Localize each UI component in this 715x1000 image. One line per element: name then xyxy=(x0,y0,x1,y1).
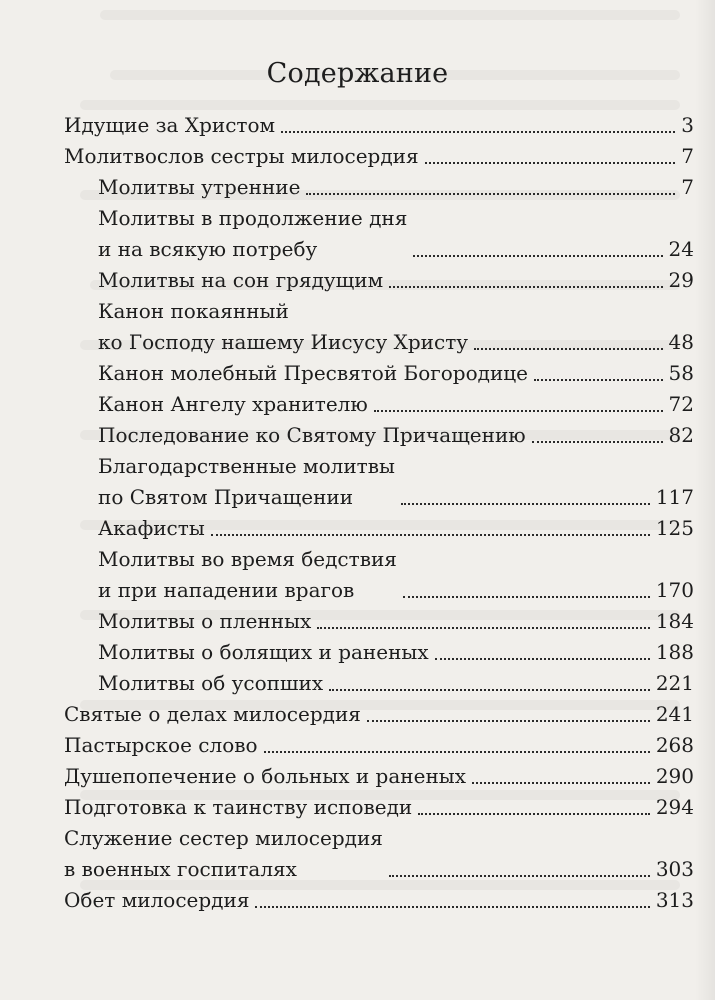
toc-page-number: 29 xyxy=(668,268,694,292)
toc-entry-label-line: Благодарственные молитвы xyxy=(98,454,395,478)
toc-entry-label-line: Молитвы об усопших xyxy=(98,671,324,695)
toc-entry xyxy=(64,513,694,544)
toc-entry xyxy=(64,172,694,203)
toc-page-number: 188 xyxy=(655,640,694,664)
toc-page-number: 241 xyxy=(655,702,694,726)
toc-page-number: 82 xyxy=(668,423,694,447)
toc-leader-dots xyxy=(255,906,649,908)
toc-leader-dots xyxy=(418,813,650,815)
toc-entry-label xyxy=(64,792,412,823)
toc-entry-label-line: ко Господу нашему Иисусу Христу xyxy=(98,330,469,354)
toc-leader-dots xyxy=(474,348,663,350)
toc-leader-dots xyxy=(264,751,650,753)
toc-entry xyxy=(64,544,694,606)
toc-entry-label xyxy=(98,637,429,668)
toc-entry xyxy=(64,110,694,141)
toc-entry-label xyxy=(98,668,323,699)
toc-entry-label-line: Подготовка к таинству исповеди xyxy=(64,795,413,819)
toc-leader-dots xyxy=(211,534,650,536)
toc-page-number: 221 xyxy=(655,671,694,695)
toc-leader-dots xyxy=(435,658,650,660)
toc-entry-label xyxy=(98,265,383,296)
toc-leader-dots xyxy=(425,162,676,164)
toc-entry-label xyxy=(98,420,526,451)
toc-leader-dots xyxy=(367,720,650,722)
toc-entry-label xyxy=(98,513,205,544)
toc-entry-label xyxy=(98,296,468,358)
toc-leader-dots xyxy=(374,410,663,412)
toc-page-number: 125 xyxy=(655,516,694,540)
toc-entry xyxy=(64,885,694,916)
toc-page-number: 303 xyxy=(655,857,694,881)
toc-entry-label xyxy=(98,358,528,389)
toc-page-number: 48 xyxy=(668,330,694,354)
toc-leader-dots xyxy=(472,782,650,784)
toc-page-number: 184 xyxy=(655,609,694,633)
toc-leader-dots xyxy=(534,379,663,381)
toc-page-number: 72 xyxy=(668,392,694,416)
toc-entry-label-line: Канон Ангелу хранителю xyxy=(98,392,368,416)
toc-entry xyxy=(64,451,694,513)
toc-entry-label-line: Идущие за Христом xyxy=(64,113,276,137)
toc-entry-label-line: Душепопечение о больных и раненых xyxy=(64,764,466,788)
toc-page-number: 58 xyxy=(668,361,694,385)
toc-entry xyxy=(64,265,694,296)
toc-entry-label-line: Пастырское слово xyxy=(64,733,258,757)
toc-entry xyxy=(64,792,694,823)
toc-page-number: 7 xyxy=(681,175,694,199)
toc-entry-label-line: Молитвы о болящих и раненых xyxy=(98,640,429,664)
toc-entry xyxy=(64,668,694,699)
toc-entry xyxy=(64,358,694,389)
toc-entry-label-line: Служение сестер милосердия xyxy=(64,826,383,850)
toc-entry-label-line: Обет милосердия xyxy=(64,888,250,912)
toc-entry-label-line: в военных госпиталях xyxy=(64,857,297,881)
toc-leader-dots xyxy=(532,441,663,443)
toc-entry xyxy=(64,141,694,172)
toc-entry-label xyxy=(98,544,397,606)
toc-entry-label xyxy=(98,451,395,513)
toc-entry-label-line: Святые о делах милосердия xyxy=(64,702,361,726)
toc-entry-label-line: Канон покаянный xyxy=(98,299,289,323)
toc-leader-dots xyxy=(413,255,662,257)
toc-entry-label-line: Молитвы о пленных xyxy=(98,609,312,633)
toc-leader-dots xyxy=(317,627,650,629)
toc-entry-label-line: по Святом Причащении xyxy=(98,485,354,509)
toc-leader-dots xyxy=(403,596,650,598)
toc-leader-dots xyxy=(329,689,650,691)
toc-page-number: 24 xyxy=(668,237,694,261)
toc-leader-dots xyxy=(306,193,675,195)
toc-entry-label xyxy=(98,172,300,203)
toc-entry-label-line: Акафисты xyxy=(98,516,205,540)
toc-entry xyxy=(64,606,694,637)
toc-entry xyxy=(64,637,694,668)
toc-page-number: 3 xyxy=(681,113,694,137)
toc-entry xyxy=(64,699,694,730)
toc-entry-label xyxy=(64,141,419,172)
toc-entry-label-line: Последование ко Святому Причащению xyxy=(98,423,526,447)
toc-entry-label-line: Канон молебный Пресвятой Богородице xyxy=(98,361,528,385)
toc-entry-label xyxy=(64,699,361,730)
toc-page-number: 290 xyxy=(655,764,694,788)
toc-entry-label xyxy=(64,885,249,916)
toc-entry-label xyxy=(98,389,368,420)
toc-entry xyxy=(64,389,694,420)
toc-page-number: 170 xyxy=(655,578,694,602)
toc-entry-label-line: и на всякую потребу xyxy=(98,237,318,261)
toc-entry-label-line: Молитвослов сестры милосердия xyxy=(64,144,419,168)
toc-entry xyxy=(64,296,694,358)
toc-entry xyxy=(64,823,694,885)
toc-entry-label xyxy=(98,606,311,637)
toc-page-number: 313 xyxy=(655,888,694,912)
toc-entry xyxy=(64,761,694,792)
toc-leader-dots xyxy=(401,503,650,505)
toc-entry-label-line: Молитвы утренние xyxy=(98,175,301,199)
toc-page-number: 294 xyxy=(655,795,694,819)
toc-entry-label xyxy=(64,761,466,792)
toc-entry xyxy=(64,420,694,451)
toc-page-number: 7 xyxy=(681,144,694,168)
toc-entry-label xyxy=(64,730,258,761)
toc-entry-label xyxy=(64,110,275,141)
toc-leader-dots xyxy=(389,875,650,877)
toc-leader-dots xyxy=(389,286,662,288)
toc-entry xyxy=(64,730,694,761)
toc-entry-label xyxy=(64,823,383,885)
page-title: Содержание xyxy=(266,58,449,89)
toc-page-number: 268 xyxy=(655,733,694,757)
toc-entry-label-line: Молитвы в продолжение дня xyxy=(98,206,408,230)
toc-entry xyxy=(64,203,694,265)
toc-leader-dots xyxy=(281,131,675,133)
toc-entry-label xyxy=(98,203,407,265)
page-edge-shadow xyxy=(695,0,715,1000)
toc-entry-label-line: и при нападении врагов xyxy=(98,578,355,602)
toc-page-number: 117 xyxy=(655,485,694,509)
toc-entry-label-line: Молитвы во время бедствия xyxy=(98,547,397,571)
toc-entry-label-line: Молитвы на сон грядущим xyxy=(98,268,384,292)
table-of-contents xyxy=(64,110,694,916)
